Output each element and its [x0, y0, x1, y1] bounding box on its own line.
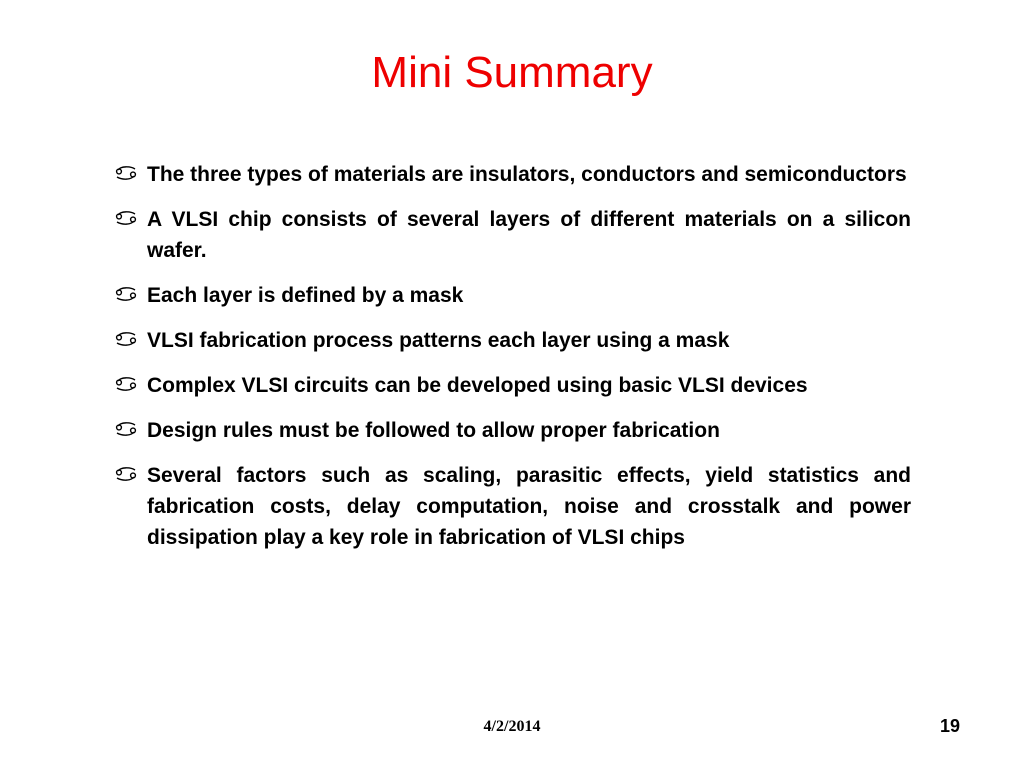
bullet-item — [112, 325, 911, 356]
slide-title: Mini Summary — [371, 48, 653, 97]
cancer-sign-icon — [114, 165, 138, 181]
bullet-text: The three types of materials are insulators, conductors and semiconductors — [147, 163, 907, 186]
bullet-item — [112, 159, 911, 190]
bullet-text: Design rules must be followed to allow proper fabrication — [147, 419, 720, 442]
footer-date: 4/2/2014 — [483, 718, 541, 735]
cancer-sign-icon — [114, 331, 138, 347]
bullet-item — [112, 280, 911, 311]
bullet-item — [112, 415, 911, 446]
bullet-item — [112, 460, 911, 553]
cancer-sign-icon — [114, 286, 138, 302]
cancer-sign-icon — [114, 210, 138, 226]
bullet-text: Each layer is defined by a mask — [147, 284, 464, 307]
bullet-item — [112, 370, 911, 401]
cancer-sign-icon — [114, 376, 138, 392]
bullet-text: A VLSI chip consists of several layers of different materials on a silicon wafer. — [147, 208, 911, 262]
cancer-sign-icon — [114, 466, 138, 482]
bullet-text: VLSI fabrication process patterns each layer using a mask — [147, 329, 730, 352]
page-number: 19 — [939, 716, 960, 736]
bullet-text: Complex VLSI circuits can be developed using basic VLSI devices — [147, 374, 808, 397]
bullet-list — [112, 159, 911, 567]
bullet-text: Several factors such as scaling, parasitic effects, yield statistics and fabrication costs, delay computation, noise and crosstalk and power dissipation play a key role in fabrication of VLSI chips — [147, 464, 911, 549]
cancer-sign-icon — [114, 421, 138, 437]
bullet-item — [112, 204, 911, 266]
